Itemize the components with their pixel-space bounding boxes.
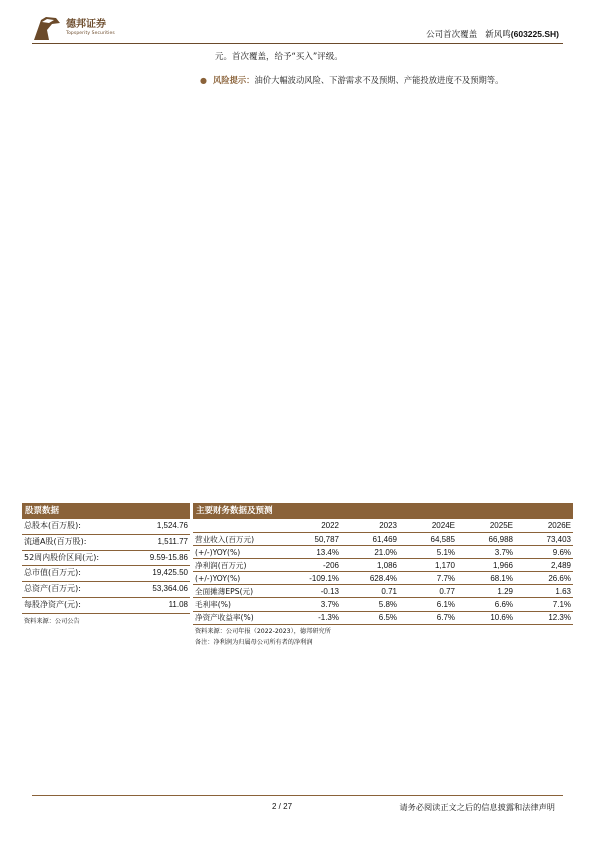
stock-row-value: 19,425.50 <box>152 568 188 578</box>
stock-row-label: 总股本(百万股): <box>24 521 81 530</box>
row-label: 毛利率(%) <box>193 598 283 611</box>
table-cell: 1.63 <box>515 585 573 598</box>
stock-row-value: 1,524.76 <box>156 521 188 530</box>
table-cell: 13.4% <box>283 546 341 559</box>
continued-paragraph: 元。首次覆盖，给予“买入”评级。 <box>215 52 343 62</box>
table-cell: 5.8% <box>341 598 399 611</box>
header-divider <box>32 43 563 44</box>
table-cell: 3.7% <box>283 598 341 611</box>
table-cell: 6.5% <box>341 611 399 624</box>
table-cell: 73,403 <box>515 533 573 546</box>
brand-logo-icon <box>32 14 62 42</box>
table-header-row <box>193 519 573 533</box>
table-cell: 3.7% <box>457 546 515 559</box>
brand-name-cn: 德邦证券 <box>66 18 106 30</box>
page-number: 2 / 27 <box>272 802 293 811</box>
brand-name-en: Topsperity Securities <box>66 30 115 36</box>
table-row <box>193 546 573 559</box>
table-cell: 68.1% <box>457 572 515 585</box>
stock-data-title: 股票数据 <box>22 503 190 519</box>
column-header <box>193 519 283 533</box>
stock-row-value: 53,364.06 <box>152 584 188 594</box>
row-label: 净利润(百万元) <box>193 559 283 572</box>
table-row <box>193 585 573 598</box>
table-cell: 1,086 <box>341 559 399 572</box>
column-header: 2026E <box>515 519 573 533</box>
risk-warning <box>200 74 503 86</box>
financial-forecast-title: 主要财务数据及预测 <box>193 503 573 519</box>
table-cell: -206 <box>283 559 341 572</box>
table-cell: 12.3% <box>515 611 573 624</box>
brand-logo <box>32 14 115 42</box>
table-cell: 9.6% <box>515 546 573 559</box>
column-header: 2023 <box>341 519 399 533</box>
financial-table <box>193 519 573 625</box>
stock-row <box>22 598 190 614</box>
table-cell: 50,787 <box>283 533 341 546</box>
stock-row <box>22 519 190 535</box>
company-name: 新风鸣 <box>485 30 511 40</box>
risk-text: 油价大幅波动风险、下游需求不及预期、产能投放进度不及预期等。 <box>254 75 504 85</box>
row-label: (+/-)YOY(%) <box>193 572 283 585</box>
stock-row-value: 11.08 <box>168 599 188 609</box>
table-cell: -1.3% <box>283 611 341 624</box>
table-cell: 0.71 <box>341 585 399 598</box>
column-header: 2025E <box>457 519 515 533</box>
table-cell: 64,585 <box>399 533 457 546</box>
table-row <box>193 598 573 611</box>
stock-row <box>22 551 190 567</box>
risk-label: 风险提示： <box>212 75 255 85</box>
table-cell: -0.13 <box>283 585 341 598</box>
stock-row-label: 总市值(百万元): <box>24 568 81 578</box>
footer-divider <box>32 795 563 796</box>
financial-source: 资料来源：公司年报（2022-2023），德邦研究所 <box>195 627 331 635</box>
table-cell: 1,966 <box>457 559 515 572</box>
table-cell: 61,469 <box>341 533 399 546</box>
stock-row-label: 总资产(百万元): <box>24 584 81 594</box>
table-cell: 6.1% <box>399 598 457 611</box>
stock-row-label: 每股净资产(元): <box>24 599 81 609</box>
table-cell: 628.4% <box>341 572 399 585</box>
report-header-info <box>426 28 559 40</box>
report-type: 公司首次覆盖 <box>426 30 478 40</box>
row-label: 营业收入(百万元) <box>193 533 283 546</box>
stock-row <box>22 566 190 582</box>
row-label: 净资产收益率(%) <box>193 611 283 624</box>
financial-forecast-panel <box>193 503 573 647</box>
disclaimer-text: 请务必阅读正文之后的信息披露和法律声明 <box>399 802 555 812</box>
table-cell: 26.6% <box>515 572 573 585</box>
table-cell: 1.29 <box>457 585 515 598</box>
stock-data-source: 资料来源：公司公告 <box>24 617 80 625</box>
table-row <box>193 611 573 624</box>
table-cell: 7.7% <box>399 572 457 585</box>
table-cell: 66,988 <box>457 533 515 546</box>
table-cell: 6.6% <box>457 598 515 611</box>
table-row <box>193 572 573 585</box>
stock-code: (603225.SH) <box>510 29 559 39</box>
stock-row <box>22 582 190 598</box>
table-cell: 6.7% <box>399 611 457 624</box>
table-row <box>193 559 573 572</box>
column-header: 2024E <box>399 519 457 533</box>
table-cell: 5.1% <box>399 546 457 559</box>
table-cell: 2,489 <box>515 559 573 572</box>
column-header: 2022 <box>283 519 341 533</box>
stock-data-panel <box>22 503 190 625</box>
bullet-icon: ● <box>200 76 207 85</box>
financial-note: 备注：净利润为归属母公司所有者的净利润 <box>195 638 313 646</box>
stock-row-value: 1,511.77 <box>157 536 188 546</box>
table-cell: 10.6% <box>457 611 515 624</box>
table-cell: 7.1% <box>515 598 573 611</box>
row-label: (+/-)YOY(%) <box>193 546 283 559</box>
table-cell: 0.77 <box>399 585 457 598</box>
table-cell: 1,170 <box>399 559 457 572</box>
stock-row-label: 流通A股(百万股): <box>24 536 87 546</box>
stock-row-value: 9.59-15.86 <box>149 552 188 562</box>
table-cell: 21.0% <box>341 546 399 559</box>
stock-row <box>22 535 190 551</box>
table-row <box>193 533 573 546</box>
table-cell: -109.1% <box>283 572 341 585</box>
stock-row-label: 52周内股价区间(元): <box>24 552 100 562</box>
row-label: 全面摊薄EPS(元) <box>193 585 283 598</box>
